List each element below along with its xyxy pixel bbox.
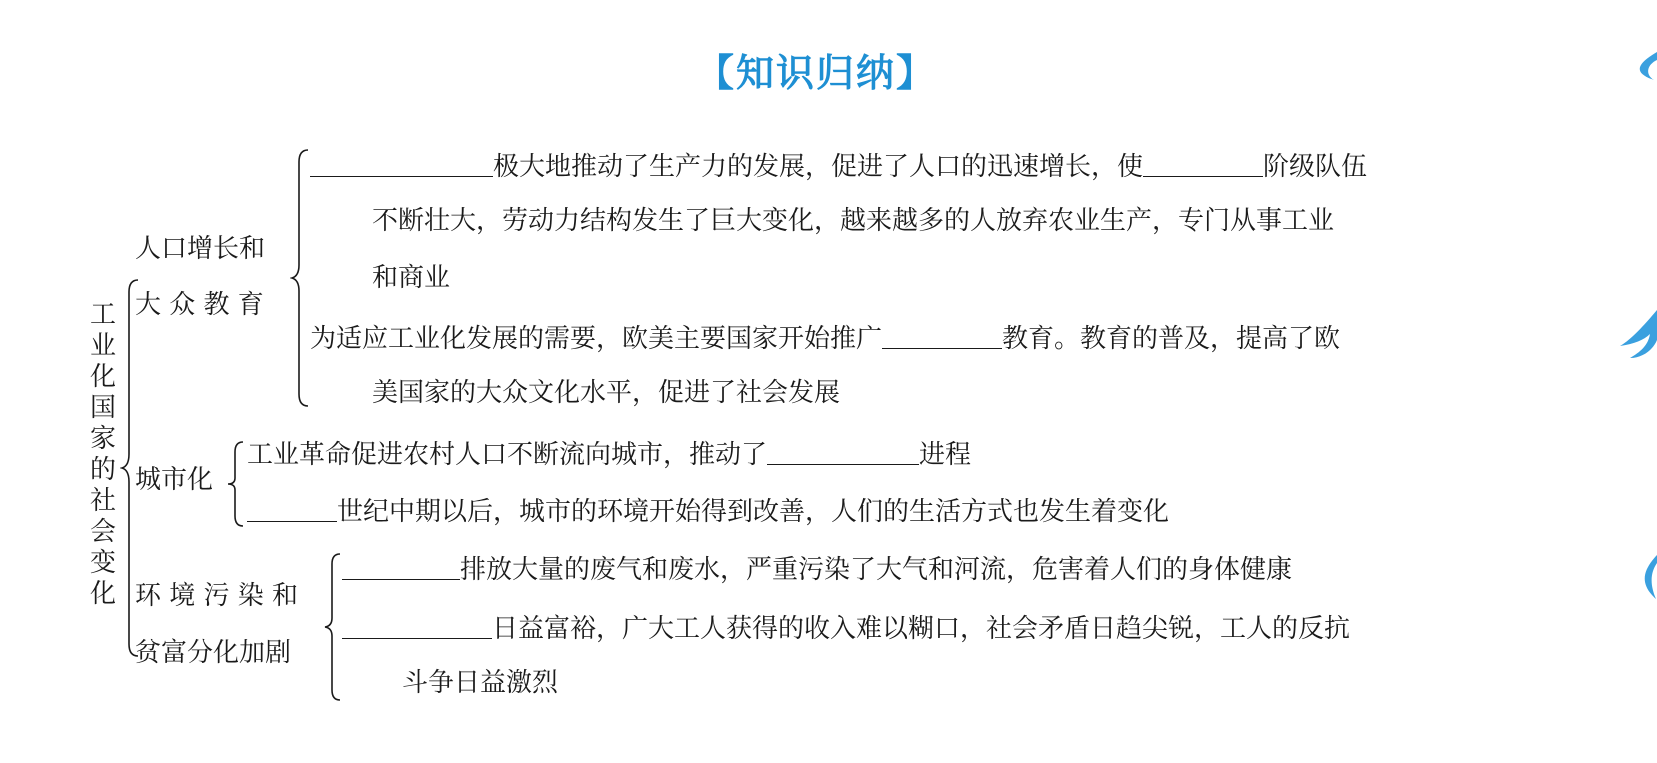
root-topic-vertical: 工 业 化 国 家 的 社 会 变 化 [89, 300, 116, 609]
branch1-brace [290, 148, 312, 408]
fill-blank[interactable] [310, 150, 493, 177]
branch1-label-line1: 人口增长和 [135, 234, 266, 264]
branch2-item2: 世纪中期以后，城市的环境开始得到改善，人们的生活方式也发生着变化 [247, 495, 1169, 525]
decorative-swoosh-top [1610, 50, 1657, 90]
decorative-swoosh-bottom [1610, 555, 1657, 605]
fill-blank[interactable] [342, 612, 492, 639]
branch3-item2-line1: 日益富裕，广大工人获得的收入难以糊口，社会矛盾日趋尖锐，工人的反抗 [342, 612, 1350, 642]
section-title: 【知识归纳】 [696, 51, 937, 95]
fill-blank[interactable] [767, 438, 919, 465]
branch2-item1: 工业革命促进农村人口不断流向城市，推动了 进程 [247, 440, 972, 470]
branch3-item1: 排放大量的废气和废水，严重污染了大气和河流，危害着人们的身体健康 [342, 553, 1292, 583]
branch3-brace [323, 552, 343, 702]
branch1-item2-line2: 美国家的大众文化水平，促进了社会发展 [372, 378, 841, 408]
branch1-item1-line3: 和商业 [372, 263, 451, 293]
branch1-item1-line1: 极大地推动了生产力的发展，促进了人口的迅速增长，使 阶级队伍 [310, 150, 1367, 180]
fill-blank[interactable] [882, 322, 1002, 349]
fill-blank[interactable] [1143, 150, 1263, 177]
branch3-label-line2: 贫富分化加剧 [135, 638, 292, 668]
branch1-label-line2: 大 众 教 育 [135, 290, 264, 320]
branch1-item2-line1: 为适应工业化发展的需要，欧美主要国家开始推广 教育。教育的普及，提高了欧 [310, 324, 1341, 354]
branch1-item1-line2: 不断壮大，劳动力结构发生了巨大变化，越来越多的人放弃农业生产，专门从事工业 [372, 206, 1335, 236]
decorative-swoosh-middle [1600, 300, 1657, 380]
branch2-label: 城市化 [135, 465, 214, 495]
branch3-label-line1: 环 境 污 染 和 [135, 581, 299, 611]
branch3-item2-line2: 斗争日益激烈 [402, 668, 559, 698]
branch2-brace [226, 440, 246, 528]
fill-blank[interactable] [247, 495, 337, 522]
fill-blank[interactable] [342, 553, 460, 580]
